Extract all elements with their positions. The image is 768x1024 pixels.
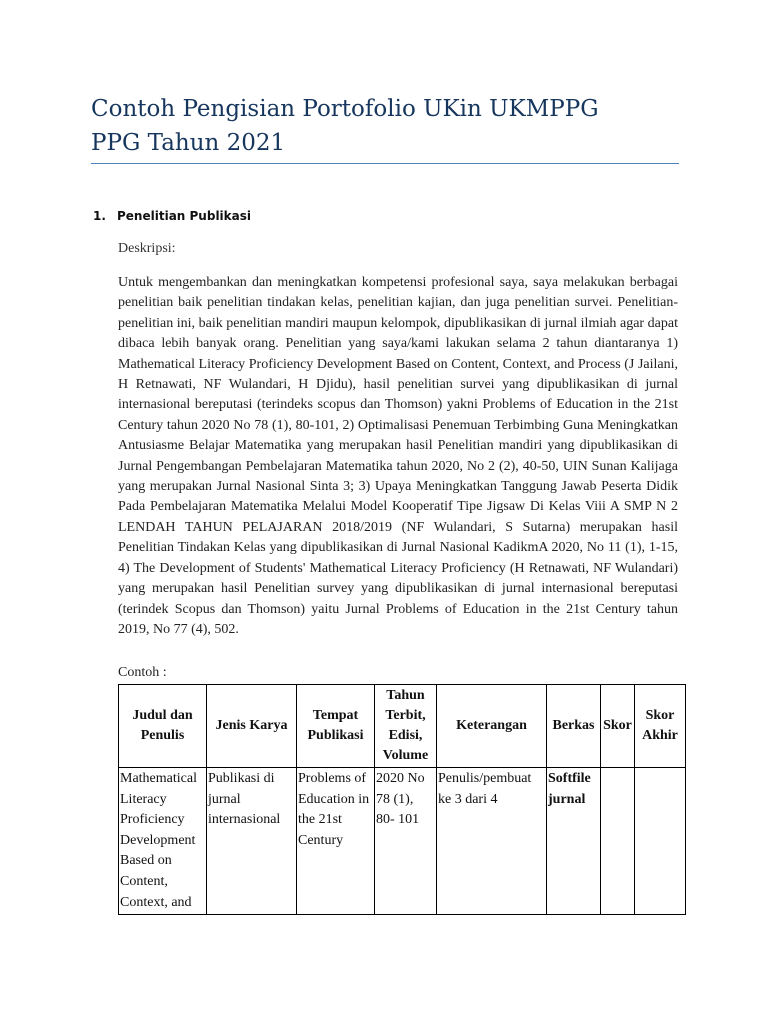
header-berkas: Berkas <box>547 685 601 768</box>
header-tempat-publikasi: Tempat Publikasi <box>297 685 375 768</box>
header-skor: Skor <box>601 685 635 768</box>
cell-tahun-terbit: 2020 No 78 (1), 80- 101 <box>375 768 437 915</box>
document-title-line-1: Contoh Pengisian Portofolio UKin UKMPPG <box>91 96 599 122</box>
cell-tempat-publikasi: Problems of Education in the 21st Century <box>297 768 375 915</box>
title-divider <box>91 163 679 164</box>
cell-skor <box>601 768 635 915</box>
header-keterangan: Keterangan <box>437 685 547 768</box>
header-tahun-terbit: Tahun Terbit, Edisi, Volume <box>375 685 437 768</box>
description-label: Deskripsi: <box>118 241 176 256</box>
table-header-row <box>119 685 686 768</box>
section-number: 1. <box>93 209 106 223</box>
header-jenis-karya: Jenis Karya <box>207 685 297 768</box>
portfolio-table <box>118 684 686 915</box>
description-paragraph: Untuk mengembankan dan meningkatkan kompetensi profesional saya, saya melakukan berbagai penelitian baik penelitian tindakan kelas, penelitian kajian, dan juga penelitian survei. Penelitian- penelitian ini, baik penelitian mandiri maupun kelompok, dipublikasikan di jurnal ilmiah agar dapat dibaca lebih banyak orang. Penelitian yang saya/kami lakukan selama 2 tahun diantaranya 1) Mathematical Literacy Proficiency Development Based on Content, Context, and Process (J Jailani, H Retnawati, NF Wulandari, H Djidu), hasil penelitian survei yang dipublikasikan di jurnal internasional bereputasi (terindeks scopus dan Thomson) yakni Problems of Education in the 21st Century tahun 2020 No 78 (1), 80-101, 2) Optimalisasi Penemuan Terbimbing Guna Meningkatkan Antusiasme Belajar Matematika yang merupakan hasil Penelitian mandiri yang dipublikasikan di Jurnal Pengembangan Pembelajaran Matematika tahun 2020, No 2 (2), 40-50, UIN Sunan Kalijaga yang merupakan Jurnal Nasional Sinta 3; 3) Upaya Meningkatkan Tanggung Jawab Peserta Didik Pada Pembelajaran Matematika Melalui Model Kooperatif Tipe Jigsaw Di Kelas Viii A SMP N 2 LENDAH TAHUN PELAJARAN 2018/2019 (NF Wulandari, S Sutarna) merupakan hasil Penelitian Tindakan Kelas yang dipublikasikan di Jurnal Nasional KadikmA 2020, No 11 (1), 1-15, 4) The Development of Students' Mathematical Literacy Proficiency (H Retnawati, NF Wulandari) yang merupakan hasil Penelitian survey yang dipublikasikan di jurnal internasional bereputasi (terindek Scopus dan Thomson) yaitu Jurnal Problems of Education in the 21st Century tahun 2019, No 77 (4), 502. <box>118 275 678 637</box>
table-row <box>119 768 686 915</box>
cell-jenis-karya: Publikasi di jurnal internasional <box>207 768 297 915</box>
section-heading-text: Penelitian Publikasi <box>117 209 251 223</box>
document-title <box>91 92 691 160</box>
document-title-line-2: PPG Tahun 2021 <box>91 130 286 156</box>
cell-keterangan: Penulis/pembuat ke 3 dari 4 <box>437 768 547 915</box>
cell-skor-akhir <box>635 768 686 915</box>
header-judul: Judul dan Penulis <box>119 685 207 768</box>
cell-berkas: Softfile jurnal <box>547 768 601 915</box>
header-skor-akhir: Skor Akhir <box>635 685 686 768</box>
section-heading <box>93 209 251 223</box>
example-label: Contoh : <box>118 665 167 680</box>
cell-judul: Mathematical Literacy Proficiency Development Based on Content, Context, and <box>119 768 207 915</box>
